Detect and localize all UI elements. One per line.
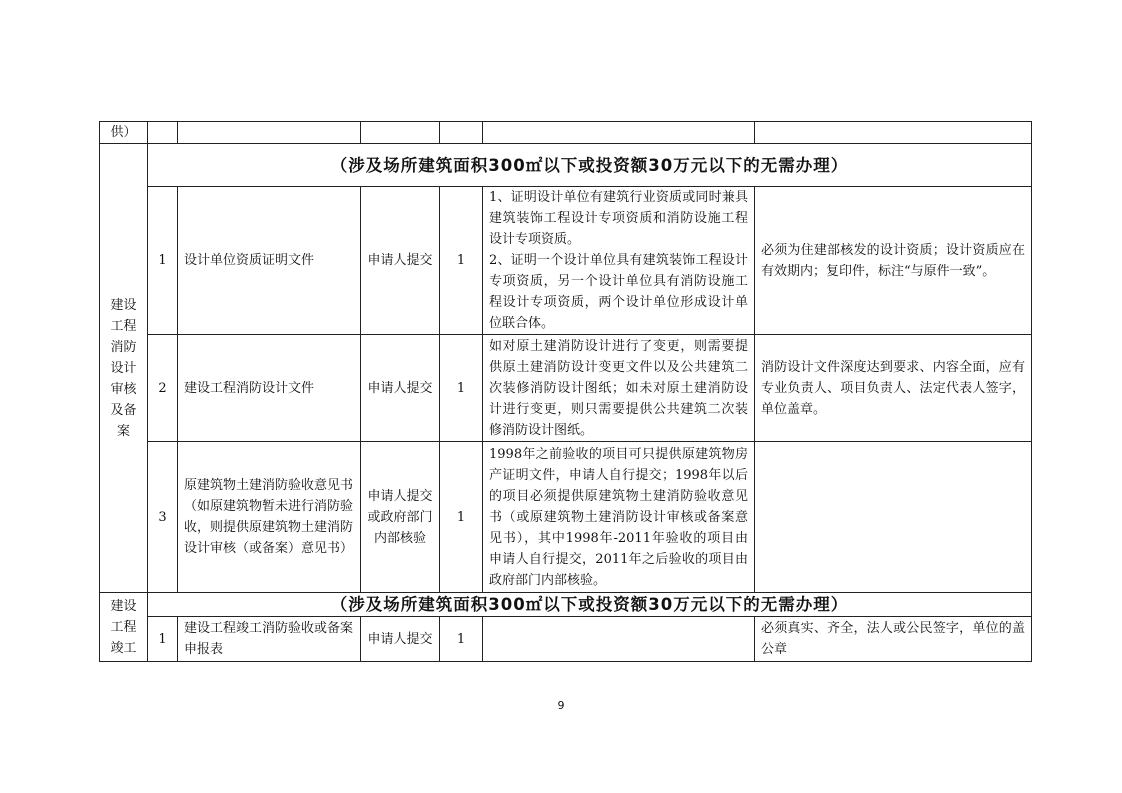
copies: 1 <box>440 617 483 662</box>
table-row <box>100 442 1032 593</box>
category-cell: 建设工程竣工 <box>100 593 148 662</box>
material-name: 设计单位资质证明文件 <box>178 187 361 335</box>
table-row <box>100 122 1032 144</box>
table-row <box>100 335 1032 442</box>
materials-table <box>99 121 1032 662</box>
table-row <box>100 617 1032 662</box>
row-number: 1 <box>148 187 178 335</box>
requirement <box>483 187 755 335</box>
material-name: 原建筑物土建消防验收意见书（如原建筑物暂未进行消防验收，则提供原建筑物土建消防设计审核（或备案）意见书） <box>178 442 361 593</box>
material-name: 建设工程竣工消防验收或备案申报表 <box>178 617 361 662</box>
section-banner: （涉及场所建筑面积300㎡以下或投资额30万元以下的无需办理） <box>148 144 1032 187</box>
row-number: 1 <box>148 617 178 662</box>
copies: 1 <box>440 442 483 593</box>
note: 必须为住建部核发的设计资质；设计资质应在有效期内；复印件，标注“与原件一致”。 <box>755 187 1032 335</box>
category-cell: 供） <box>100 122 148 144</box>
material-name: 建设工程消防设计文件 <box>178 335 361 442</box>
copies: 1 <box>440 187 483 335</box>
note: 消防设计文件深度达到要求、内容全面，应有专业负责人、项目负责人、法定代表人签字，单位盖章。 <box>755 335 1032 442</box>
category-cell: 建设工程消防设计审核及备案 <box>100 144 148 593</box>
material-source: 申请人提交或政府部门内部核验 <box>361 442 440 593</box>
material-source: 申请人提交 <box>361 617 440 662</box>
section-banner-row <box>100 593 1032 617</box>
material-source: 申请人提交 <box>361 187 440 335</box>
page-number: 9 <box>557 699 565 712</box>
requirement: 1998年之前验收的项目可只提供原建筑物房产证明文件，申请人自行提交；1998年以后的项目必须提供原建筑物土建消防验收意见书（或原建筑物土建消防设计审核或备案意见书），其中1998年-2011年验收的项目由申请人自行提交，2011年之后验收的项目由政府部门内部核验。 <box>483 442 755 593</box>
section-banner: （涉及场所建筑面积300㎡以下或投资额30万元以下的无需办理） <box>148 593 1032 617</box>
requirement: 如对原土建消防设计进行了变更，则需要提供原土建消防设计变更文件以及公共建筑二次装修消防设计图纸；如未对原土建消防设计进行变更，则只需要提供公共建筑二次装修消防设计图纸。 <box>483 335 755 442</box>
note <box>755 442 1032 593</box>
row-number: 3 <box>148 442 178 593</box>
requirement <box>483 617 755 662</box>
table-row <box>100 187 1032 335</box>
row-number: 2 <box>148 335 178 442</box>
material-source: 申请人提交 <box>361 335 440 442</box>
requirement-line: 2、证明一个设计单位具有建筑装饰工程设计专项资质，另一个设计单位具有消防设施工程设计专项资质，两个设计单位形成设计单位联合体。 <box>489 253 748 331</box>
section-banner-row <box>100 144 1032 187</box>
note: 必须真实、齐全，法人或公民签字，单位的盖公章 <box>755 617 1032 662</box>
copies: 1 <box>440 335 483 442</box>
requirement-line: 1、证明设计单位有建筑行业资质或同时兼具建筑装饰工程设计专项资质和消防设施工程设计专项资质。 <box>489 190 748 247</box>
